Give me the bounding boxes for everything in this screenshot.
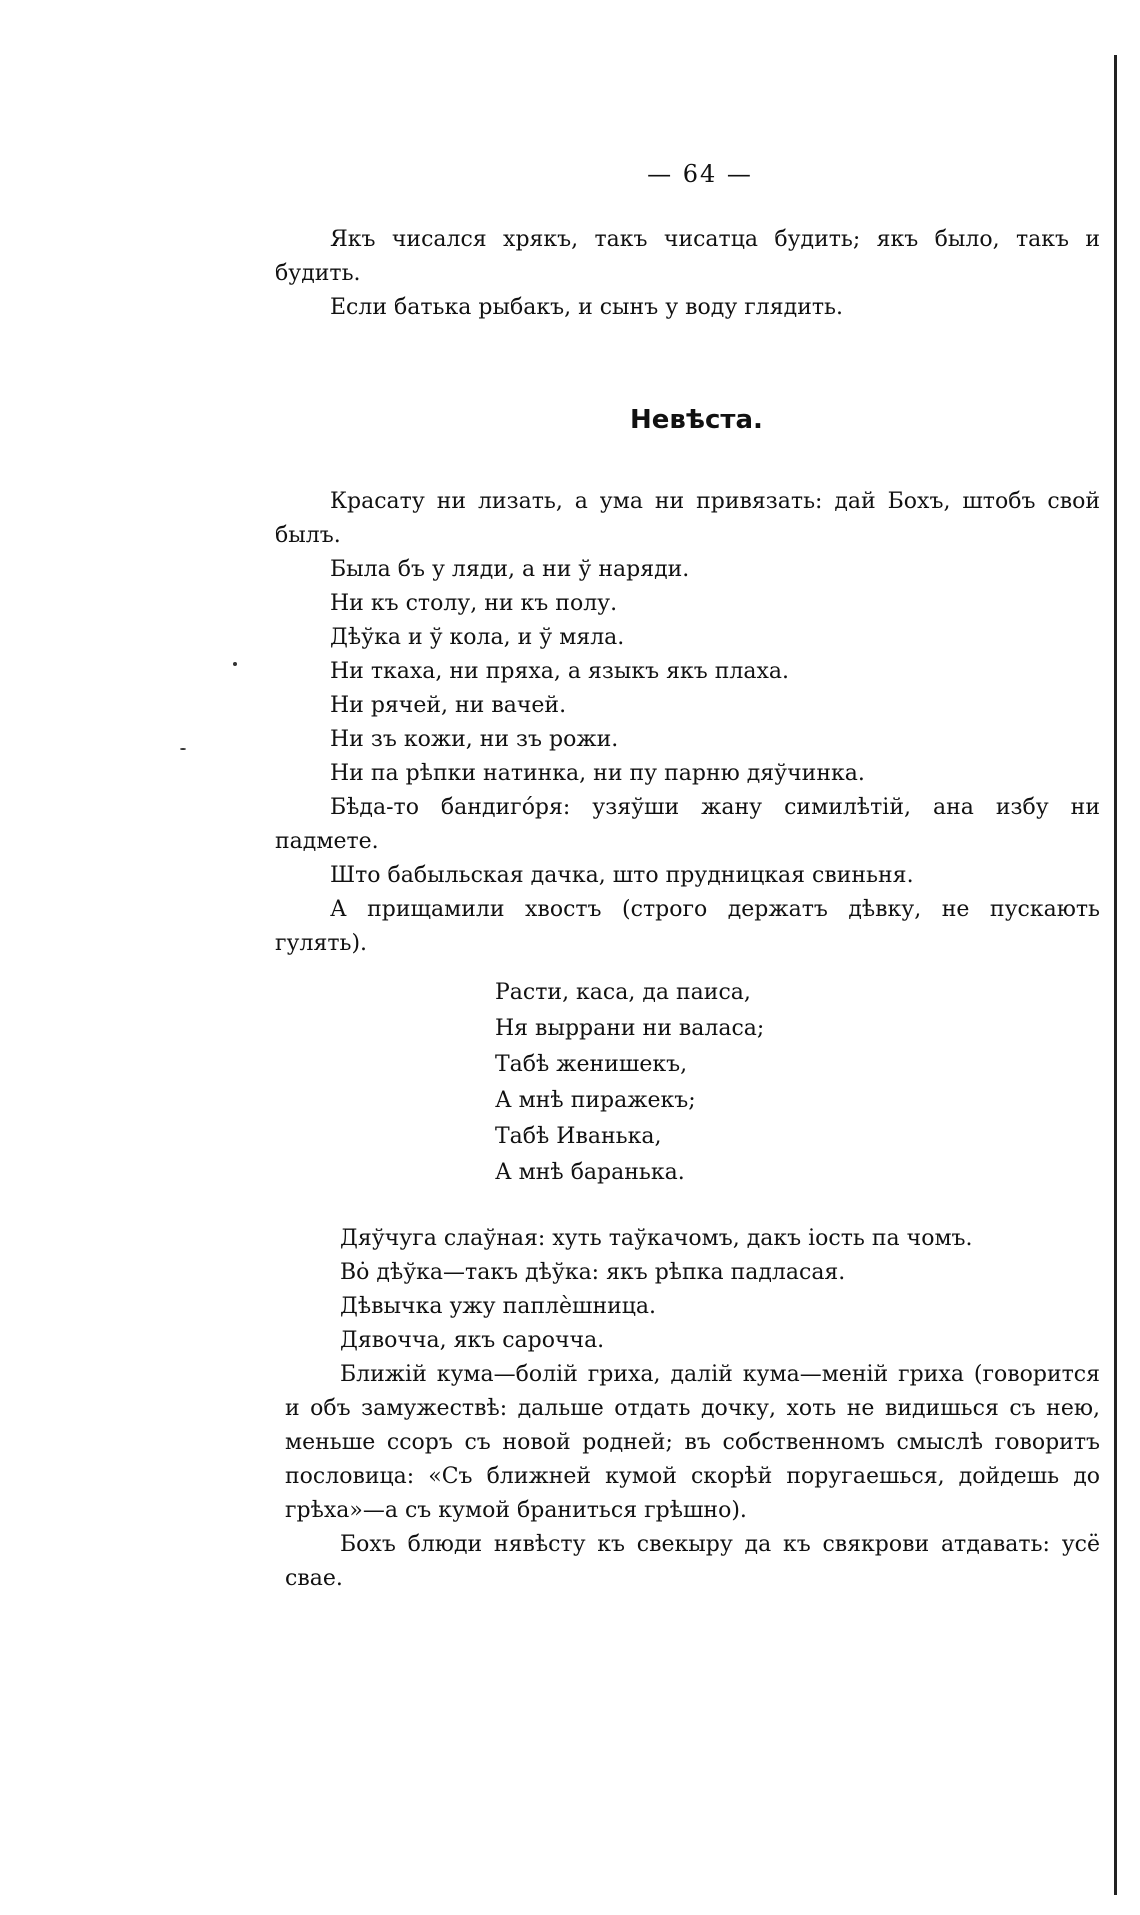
proverb: Ни рячей, ни вачей. bbox=[330, 693, 567, 718]
proverbs-block-1 bbox=[275, 223, 1100, 325]
scan-speck bbox=[233, 662, 237, 666]
page-edge-rule bbox=[1114, 55, 1117, 1895]
proverbs-block-2 bbox=[275, 485, 1100, 961]
proverb: Дѣвычка ужу паплѐшница. bbox=[340, 1294, 657, 1319]
section-heading: Невѣста. bbox=[630, 405, 763, 435]
proverb: Была бъ у ляди, а ни ў наряди. bbox=[330, 557, 690, 582]
proverbs-block-3 bbox=[285, 1222, 1100, 1596]
proverb: Якъ чисался хрякъ, такъ чисатца будить; якъ было, такъ и будить. bbox=[275, 227, 1100, 286]
verse-block bbox=[495, 975, 764, 1191]
proverb: А прищамили хвостъ (строго держатъ дѣвку, не пускають гулять). bbox=[275, 897, 1100, 956]
proverb: Дяўчуга слаўная: хуть таўкачомъ, дакъ іость па чомъ. bbox=[340, 1226, 973, 1251]
proverb: Ни ткаха, ни пряха, а языкъ якъ плаха. bbox=[330, 659, 789, 684]
proverb: Ближій кума—болій гриха, далій кума—меній гриха (говорится и объ замужествѣ: дальше отдать дочку, хоть не видишься съ нею, меньше ссоръ съ новой родней; въ собственномъ смыслѣ говоритъ пословица: «Съ ближней кумой скорѣй поругаешься, дойдешь до грѣха»—а съ кумой браниться грѣшно). bbox=[285, 1362, 1100, 1523]
page-number: — 64 — bbox=[647, 160, 753, 188]
proverb: Дѣўка и ў кола, и ў мяла. bbox=[330, 625, 625, 650]
proverb: Ни къ столу, ни къ полу. bbox=[330, 591, 618, 616]
verse-line: Табѣ женишекъ, bbox=[495, 1052, 688, 1077]
verse-line: А мнѣ пиражекъ; bbox=[495, 1088, 696, 1113]
proverb: Красату ни лизать, а ума ни привязать: дай Бохъ, штобъ свой былъ. bbox=[275, 489, 1100, 548]
proverb: Ни па рѣпки натинка, ни пу парню дяўчинка. bbox=[330, 761, 865, 786]
verse-line: А мнѣ баранька. bbox=[495, 1160, 685, 1185]
verse-line: Табѣ Иванька, bbox=[495, 1124, 662, 1149]
proverb: Бѣда-то бандигóря: узяўши жану симилѣтій, ана избу ни падмете. bbox=[275, 795, 1100, 854]
proverb: Ни зъ кожи, ни зъ рожи. bbox=[330, 727, 619, 752]
proverb: Што бабыльская дачка, што прудницкая свиньня. bbox=[330, 863, 914, 888]
verse-line: Расти, каса, да паиса, bbox=[495, 980, 751, 1005]
proverb: Вȯ дѣўка—такъ дѣўка: якъ рѣпка падласая. bbox=[340, 1260, 846, 1285]
proverb: Дявочча, якъ сарочча. bbox=[340, 1328, 605, 1353]
proverb: Если батька рыбакъ, и сынъ у воду глядить. bbox=[330, 295, 843, 320]
scan-speck bbox=[180, 748, 186, 750]
proverb: Бохъ блюди нявѣсту къ свекыру да къ свякрови атдавать: усё свае. bbox=[285, 1532, 1100, 1591]
verse-line: Ня выррани ни валаса; bbox=[495, 1016, 765, 1041]
